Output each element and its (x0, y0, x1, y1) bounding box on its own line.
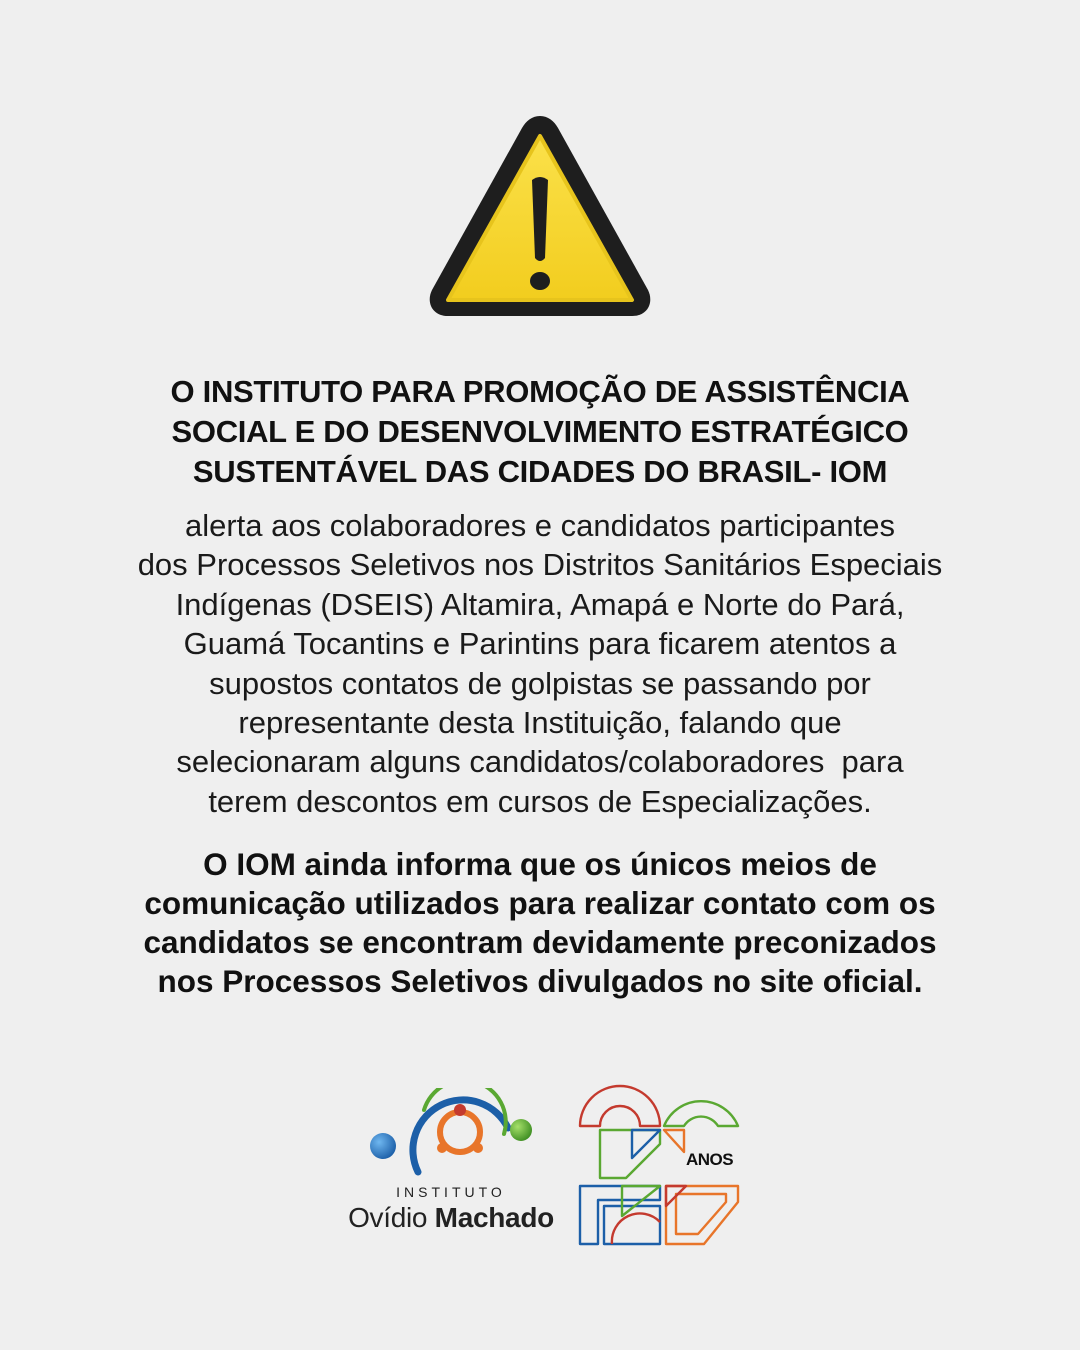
body-line: supostos contatos de golpistas se passando por (209, 665, 871, 701)
closing-line: comunicação utilizados para realizar contato com os (144, 885, 936, 921)
institute-name-regular: Ovídio (348, 1202, 428, 1233)
body-line: selecionaram alguns candidatos/colaboradores para (176, 744, 904, 780)
alert-body (50, 506, 1030, 821)
heading-line: O INSTITUTO PARA PROMOÇÃO DE ASSISTÊNCIA (170, 374, 910, 409)
alert-heading (60, 372, 1020, 492)
institute-name (336, 1202, 566, 1234)
closing-line: nos Processos Seletivos divulgados no site oficial. (157, 963, 923, 999)
body-line: Indígenas (DSEIS) Altamira, Amapá e Norte do Pará, (175, 586, 905, 622)
body-line: Guamá Tocantins e Parintins para ficarem atentos a (183, 626, 897, 662)
closing-statement (50, 845, 1030, 1001)
heading-line: SOCIAL E DO DESENVOLVIMENTO ESTRATÉGICO (171, 414, 909, 449)
institute-label: INSTITUTO (396, 1184, 506, 1200)
body-line: dos Processos Seletivos nos Distritos Sanitários Especiais (137, 547, 943, 583)
closing-line: candidatos se encontram devidamente preconizados (143, 924, 937, 960)
body-line: representante desta Instituição, falando que (238, 705, 842, 741)
warning-icon (424, 110, 656, 322)
anniversary-label: ANOS (686, 1150, 734, 1169)
body-line: alerta aos colaboradores e candidatos participantes (184, 508, 895, 543)
institute-logo (336, 1088, 566, 1253)
institute-emblem-icon (366, 1088, 536, 1188)
closing-line: O IOM ainda informa que os únicos meios de (203, 846, 877, 882)
heading-line: SUSTENTÁVEL DAS CIDADES DO BRASIL- IOM (192, 454, 888, 489)
institute-name-bold: Machado (434, 1202, 554, 1233)
body-line: terem descontos em cursos de Especializações. (208, 783, 872, 819)
